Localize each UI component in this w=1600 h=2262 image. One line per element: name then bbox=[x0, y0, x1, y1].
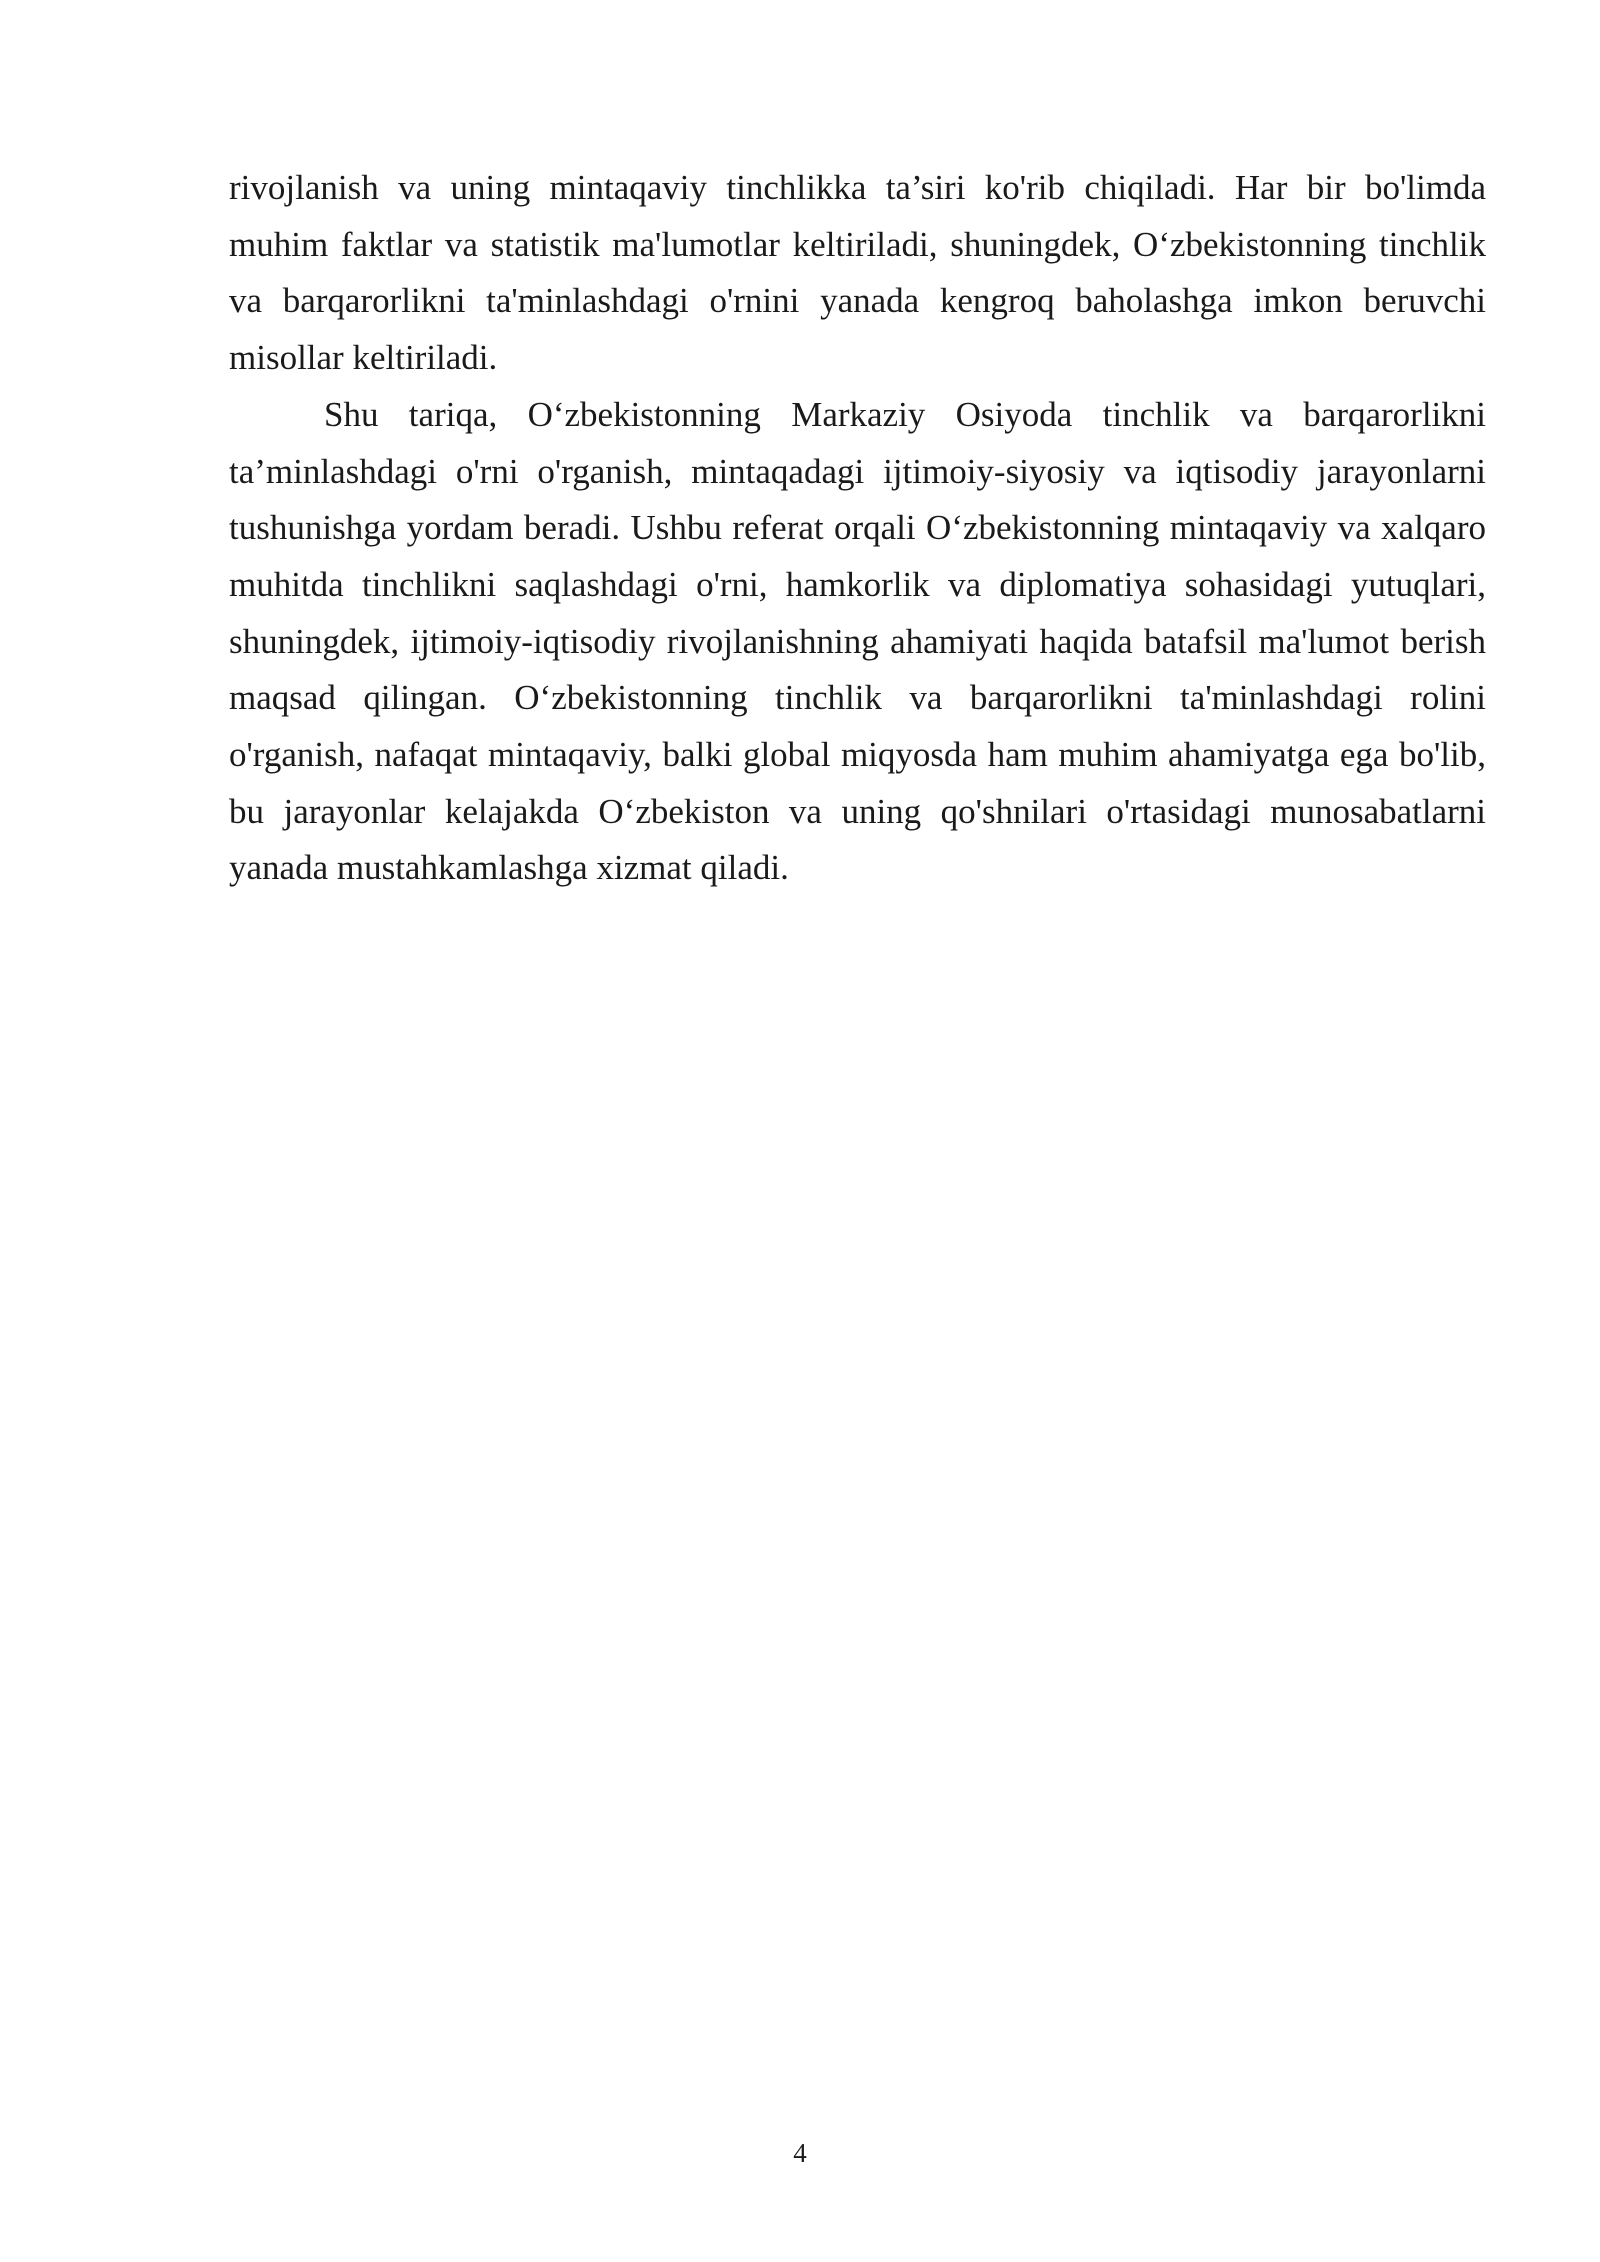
body-text bbox=[229, 160, 1486, 897]
paragraph-conclusion: Shu tariqa, O‘zbekistonning Markaziy Osiyoda tinchlik va barqarorlikni ta’minlashdagi o'rni o'rganish, mintaqadagi ijtimoiy-siyosiy va iqtisodiy jarayonlarni tushunishga yordam beradi. Ushbu referat orqali O‘zbekistonning mintaqaviy va xalqaro muhitda tinchlikni saqlashdagi o'rni, hamkorlik va diplomatiya sohasidagi yutuqlari, shuningdek, ijtimoiy-iqtisodiy rivojlanishning ahamiyati haqida batafsil ma'lumot berish maqsad qilingan. O‘zbekistonning tinchlik va barqarorlikni ta'minlashdagi rolini o'rganish, nafaqat mintaqaviy, balki global miqyosda ham muhim ahamiyatga ega bo'lib, bu jarayonlar kelajakda O‘zbekiston va uning qo'shnilari o'rtasidagi munosabatlarni yanada mustahkamlashga xizmat qiladi. bbox=[229, 394, 1486, 888]
page-number: 4 bbox=[793, 2138, 807, 2168]
paragraph-continuation: rivojlanish va uning mintaqaviy tinchlikka ta’siri ko'rib chiqiladi. Har bir bo'limda muhim faktlar va statistik ma'lumotlar keltiriladi, shuningdek, O‘zbekistonning tinchlik va barqarorlikni ta'minlashdagi o'rnini yanada kengroq baholashga imkon beruvchi misollar keltiriladi. bbox=[229, 168, 1486, 378]
